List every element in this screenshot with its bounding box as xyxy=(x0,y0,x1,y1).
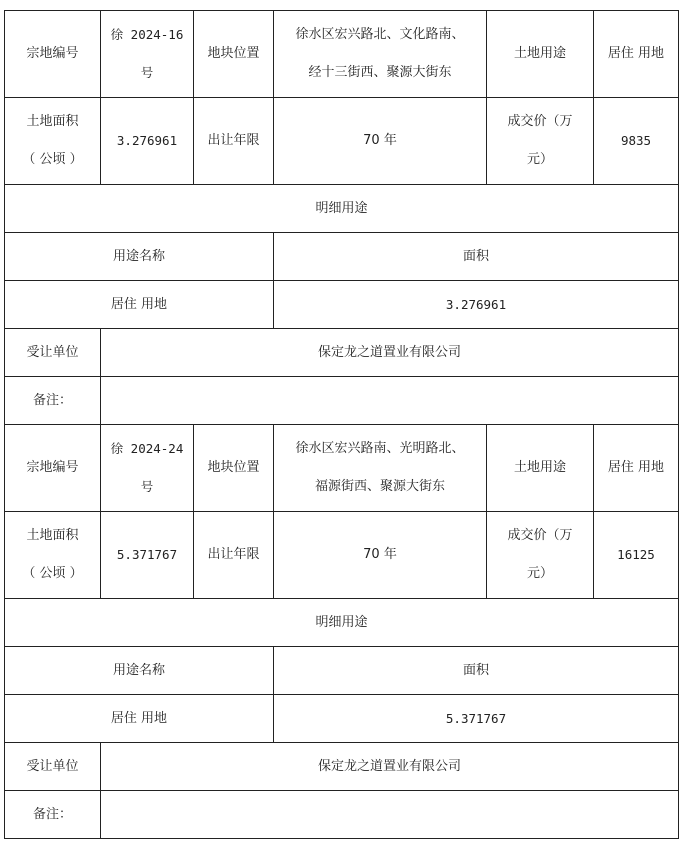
parcel-2-detail-heading-row xyxy=(5,599,679,647)
parcel-1-header-row xyxy=(5,11,679,98)
assignee-value: 保定龙之道置业有限公司 xyxy=(101,329,679,377)
term-value: 70 年 xyxy=(274,98,487,185)
parcel-2-area-row xyxy=(5,512,679,599)
area-label xyxy=(5,512,101,599)
land-use-label: 土地用途 xyxy=(487,11,594,98)
remarks-value xyxy=(101,377,679,425)
land-transaction-document xyxy=(4,10,679,839)
location-line1: 徐水区宏兴路南、光明路北、 xyxy=(295,441,465,456)
area-value: 5.371767 xyxy=(101,512,194,599)
location-line2: 福源街西、聚源大街东 xyxy=(314,479,445,494)
assignee-value: 保定龙之道置业有限公司 xyxy=(101,743,679,791)
assignee-label: 受让单位 xyxy=(5,743,101,791)
parcel-id-value-line1: 徐 2024-16 xyxy=(110,27,184,42)
assignee-label: 受让单位 xyxy=(5,329,101,377)
parcel-1-remarks-row xyxy=(5,377,679,425)
parcel-1-detail-heading-row xyxy=(5,185,679,233)
area-value: 3.276961 xyxy=(101,98,194,185)
price-label-line1: 成交价（万 xyxy=(507,114,573,129)
parcel-id-value xyxy=(101,11,194,98)
term-value: 70 年 xyxy=(274,512,487,599)
parcel-2-header-row xyxy=(5,425,679,512)
remarks-label: 备注： xyxy=(5,377,101,425)
detail-use-name-header: 用途名称 xyxy=(5,647,274,695)
parcel-2-detail-data-row xyxy=(5,695,679,743)
detail-heading: 明细用途 xyxy=(5,185,679,233)
price-label xyxy=(487,98,594,185)
price-label xyxy=(487,512,594,599)
price-value: 16125 xyxy=(594,512,679,599)
price-label-line1: 成交价（万 xyxy=(507,528,573,543)
detail-use-name-value: 居住 用地 xyxy=(5,281,274,329)
detail-use-name-value: 居住 用地 xyxy=(5,695,274,743)
area-label-line1: 土地面积 xyxy=(26,114,79,129)
parcel-1-detail-data-row xyxy=(5,281,679,329)
land-use-label: 土地用途 xyxy=(487,425,594,512)
parcel-id-label: 宗地编号 xyxy=(5,11,101,98)
detail-heading: 明细用途 xyxy=(5,599,679,647)
parcel-id-label: 宗地编号 xyxy=(5,425,101,512)
parcel-id-value-line2: 号 xyxy=(140,65,154,80)
location-value xyxy=(274,11,487,98)
parcel-1-assignee-row xyxy=(5,329,679,377)
parcel-2-assignee-row xyxy=(5,743,679,791)
remarks-label: 备注： xyxy=(5,791,101,839)
term-label: 出让年限 xyxy=(194,98,274,185)
location-line1: 徐水区宏兴路北、文化路南、 xyxy=(295,27,465,42)
area-label-line2: （ 公顷 ） xyxy=(22,152,83,167)
parcel-2-remarks-row xyxy=(5,791,679,839)
term-label: 出让年限 xyxy=(194,512,274,599)
detail-area-value: 5.371767 xyxy=(274,695,679,743)
parcel-1-area-row xyxy=(5,98,679,185)
area-label xyxy=(5,98,101,185)
price-label-line2: 元） xyxy=(526,566,553,581)
parcel-1-detail-header-row xyxy=(5,233,679,281)
parcel-id-value xyxy=(101,425,194,512)
detail-use-name-header: 用途名称 xyxy=(5,233,274,281)
area-label-line1: 土地面积 xyxy=(26,528,79,543)
land-transaction-table xyxy=(4,10,679,839)
remarks-value xyxy=(101,791,679,839)
area-label-line2: （ 公顷 ） xyxy=(22,566,83,581)
parcel-id-value-line2: 号 xyxy=(140,479,154,494)
location-value xyxy=(274,425,487,512)
parcel-2-detail-header-row xyxy=(5,647,679,695)
land-use-value: 居住 用地 xyxy=(594,11,679,98)
detail-area-header: 面积 xyxy=(274,233,679,281)
location-label: 地块位置 xyxy=(194,425,274,512)
location-line2: 经十三街西、聚源大街东 xyxy=(308,65,452,80)
detail-area-value: 3.276961 xyxy=(274,281,679,329)
parcel-id-value-line1: 徐 2024-24 xyxy=(110,441,184,456)
price-value: 9835 xyxy=(594,98,679,185)
land-use-value: 居住 用地 xyxy=(594,425,679,512)
detail-area-header: 面积 xyxy=(274,647,679,695)
price-label-line2: 元） xyxy=(526,152,553,167)
location-label: 地块位置 xyxy=(194,11,274,98)
